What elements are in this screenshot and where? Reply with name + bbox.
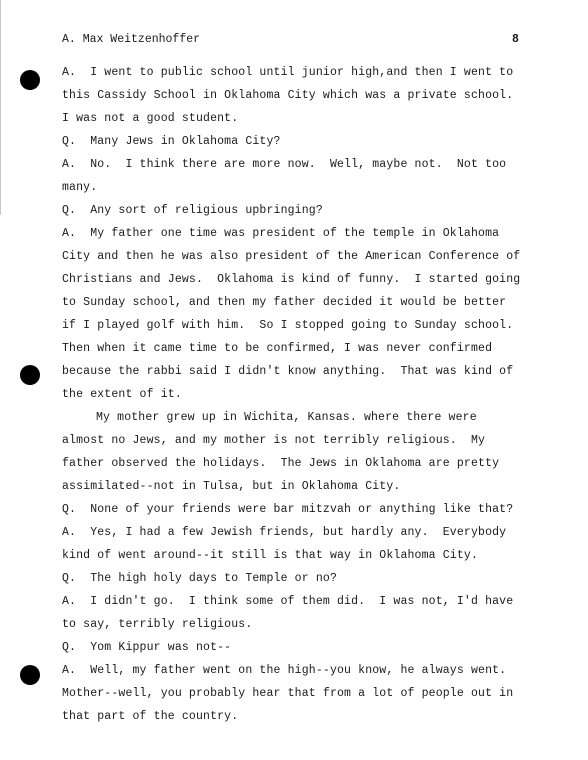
text-line: kind of went around--it still is that way in Oklahoma City. [62, 549, 479, 562]
text-line: Q. The high holy days to Temple or no? [62, 572, 337, 585]
text-line: father observed the holidays. The Jews in Oklahoma are pretty [62, 457, 500, 470]
text-line: to Sunday school, and then my father decided it would be better [62, 296, 507, 309]
text-line: Then when it came time to be confirmed, I was never confirmed [62, 342, 493, 355]
text-line: A. My father one time was president of the temple in Oklahoma [62, 227, 500, 240]
text-line: City and then he was also president of the American Conference of [62, 250, 521, 263]
text-line: Q. None of your friends were bar mitzvah or anything like that? [62, 503, 514, 516]
text-line: almost no Jews, and my mother is not terribly religious. My [62, 434, 486, 447]
text-line: many. [62, 181, 98, 194]
binder-hole-2 [20, 365, 40, 385]
text-line: if I played golf with him. So I stopped going to Sunday school. [62, 319, 514, 332]
text-line: My mother grew up in Wichita, Kansas. where there were [96, 411, 477, 424]
binder-hole-1 [20, 70, 40, 90]
text-line: I was not a good student. [62, 112, 239, 125]
text-line: A. No. I think there are more now. Well, maybe not. Not too [62, 158, 507, 171]
text-line: A. Yes, I had a few Jewish friends, but hardly any. Everybody [62, 526, 507, 539]
text-line: Christians and Jews. Oklahoma is kind of funny. I started going [62, 273, 521, 286]
text-line: A. Well, my father went on the high--you know, he always went. [62, 664, 507, 677]
page-number: 8 [512, 33, 519, 46]
text-line: assimilated--not in Tulsa, but in Oklahoma City. [62, 480, 401, 493]
text-line: because the rabbi said I didn't know anything. That was kind of [62, 365, 514, 378]
text-line: this Cassidy School in Oklahoma City which was a private school. [62, 89, 514, 102]
text-line: Q. Yom Kippur was not-- [62, 641, 232, 654]
text-line: Q. Any sort of religious upbringing? [62, 204, 323, 217]
text-line: Q. Many Jews in Oklahoma City? [62, 135, 281, 148]
text-line: that part of the country. [62, 710, 239, 723]
running-header-name: A. Max Weitzenhoffer [62, 33, 201, 46]
binder-hole-3 [20, 665, 40, 685]
page-edge-line [0, 0, 1, 215]
text-line: A. I didn't go. I think some of them did. I was not, I'd have [62, 595, 514, 608]
text-line: the extent of it. [62, 388, 182, 401]
text-line: A. I went to public school until junior high,and then I went to [62, 66, 514, 79]
text-line: Mother--well, you probably hear that from a lot of people out in [62, 687, 514, 700]
text-line: to say, terribly religious. [62, 618, 253, 631]
